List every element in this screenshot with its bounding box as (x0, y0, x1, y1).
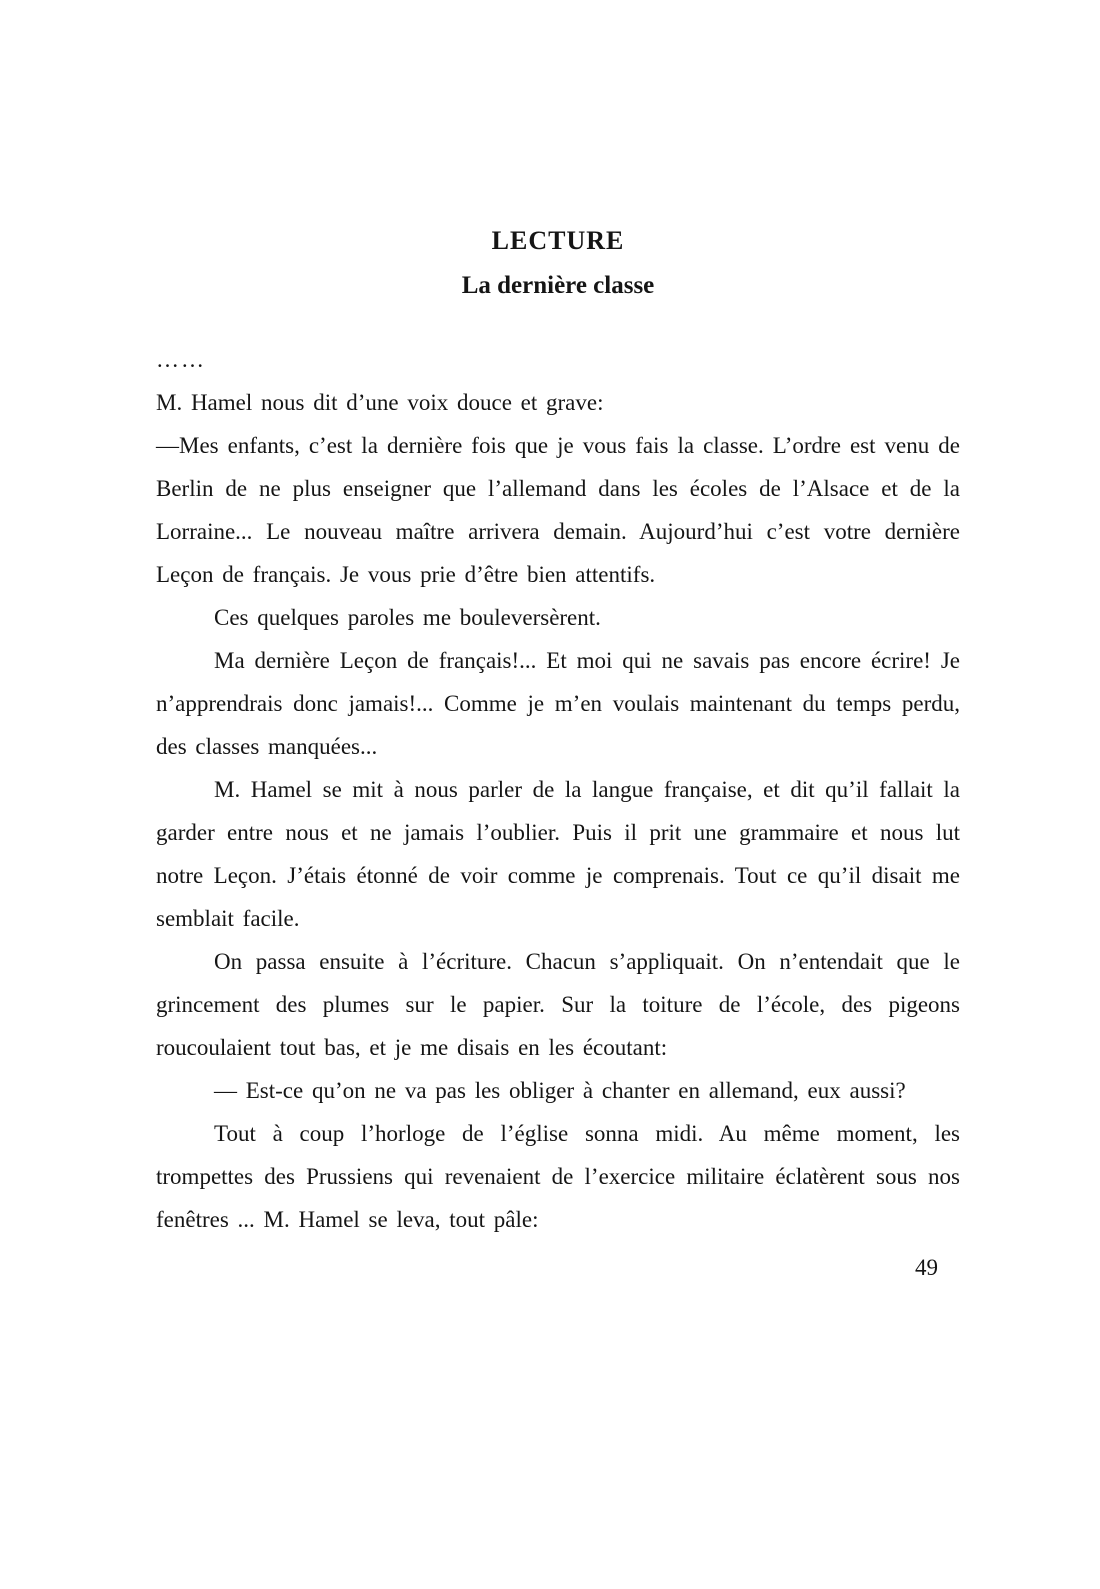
page-title: LECTURE (491, 226, 625, 255)
paragraph: Ces quelques paroles me bouleversèrent. (214, 605, 601, 630)
page-subtitle: La dernière classe (461, 272, 655, 299)
paragraphs (156, 338, 960, 1241)
paragraph: Tout à coup l’horloge de l’église sonna midi. Au même moment, les trompettes des Prussiens qui revenaient de l’exercice militaire éclatèrent sous nos fenêtres ... M. Hamel se leva, tout pâle: (156, 1121, 960, 1232)
paragraph: — Est-ce qu’on ne va pas les obliger à chanter en allemand, eux aussi? (214, 1078, 906, 1103)
paragraph: Ma dernière Leçon de français!... Et moi qui ne savais pas encore écrire! Je n’apprendrais donc jamais!... Comme je m’en voulais maintenant du temps perdu, des classes manquées... (156, 648, 960, 759)
paragraph: …… (156, 347, 206, 372)
page-number: 49 (915, 1255, 938, 1280)
paragraph: M. Hamel nous dit d’une voix douce et grave: (156, 390, 604, 415)
paragraph: —Mes enfants, c’est la dernière fois que je vous fais la classe. L’ordre est venu de Berlin de ne plus enseigner que l’allemand dans les écoles de l’Alsace et de la Lorraine... Le nouveau maître arrivera demain. Aujourd’hui c’est votre dernière Leçon de français. Je vous prie d’être bien attentifs. (156, 433, 960, 587)
paragraph: On passa ensuite à l’écriture. Chacun s’appliquait. On n’entendait que le grincement des plumes sur le papier. Sur la toiture de l’école, des pigeons roucoulaient tout bas, et je me disais en les écoutant: (156, 949, 960, 1060)
paragraph: M. Hamel se mit à nous parler de la langue française, et dit qu’il fallait la garder entre nous et ne jamais l’oublier. Puis il prit une grammaire et nous lut notre Leçon. J’étais étonné de voir comme je comprenais. Tout ce qu’il disait me semblait facile. (156, 777, 960, 931)
